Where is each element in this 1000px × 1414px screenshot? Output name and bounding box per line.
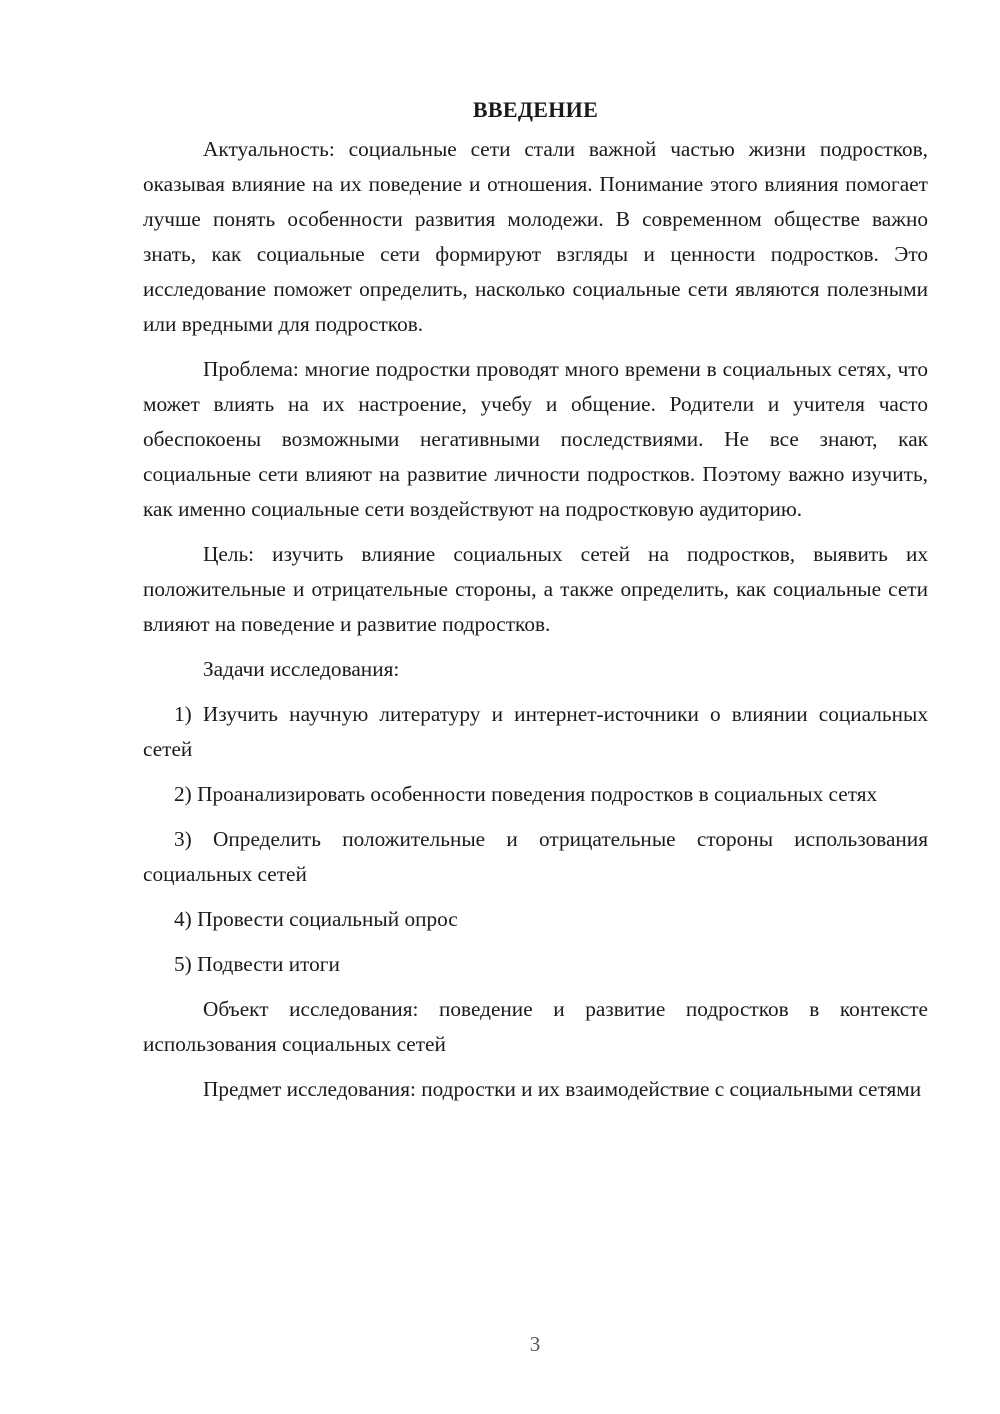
tasks-heading: Задачи исследования:	[203, 657, 400, 681]
list-item: 1) Изучить научную литературу и интернет-источники о влиянии социальных сетей	[143, 702, 928, 761]
paragraph-problem: Проблема: многие подростки проводят много времени в социальных сетях, что может влиять на их настроение, учебу и общение. Родители и учителя часто обеспокоены возможными негативными последствиями. Не все знают, как социальные сети влияют на развитие личности подростков. Поэтому важно изучить, как именно социальные сети воздействуют на подростковую аудиторию.	[143, 357, 928, 521]
list-item: 2) Проанализировать особенности поведения подростков в социальных сетях	[174, 782, 878, 806]
list-item: 3) Определить положительные и отрицательные стороны использования социальных сетей	[143, 827, 928, 886]
tasks-list	[143, 697, 928, 982]
page-number: 3	[529, 1332, 541, 1356]
list-item: 4) Провести социальный опрос	[174, 907, 458, 931]
document-page	[143, 92, 928, 1117]
paragraph-subject: Предмет исследования: подростки и их взаимодействие с социальными сетями	[203, 1077, 922, 1101]
paragraph-relevance: Актуальность: социальные сети стали важной частью жизни подростков, оказывая влияние на их поведение и отношения. Понимание этого влияния помогает лучше понять особенности развития молодежи. В современном обществе важно знать, как социальные сети формируют взгляды и ценности подростков. Это исследование поможет определить, насколько социальные сети являются полезными или вредными для подростков.	[143, 137, 928, 336]
list-item: 5) Подвести итоги	[174, 952, 340, 976]
paragraph-goal: Цель: изучить влияние социальных сетей на подростков, выявить их положительные и отрицательные стороны, а также определить, как социальные сети влияют на поведение и развитие подростков.	[143, 542, 928, 636]
paragraph-object: Объект исследования: поведение и развитие подростков в контексте использования социальных сетей	[143, 997, 928, 1056]
section-title: ВВЕДЕНИЕ	[472, 97, 599, 122]
